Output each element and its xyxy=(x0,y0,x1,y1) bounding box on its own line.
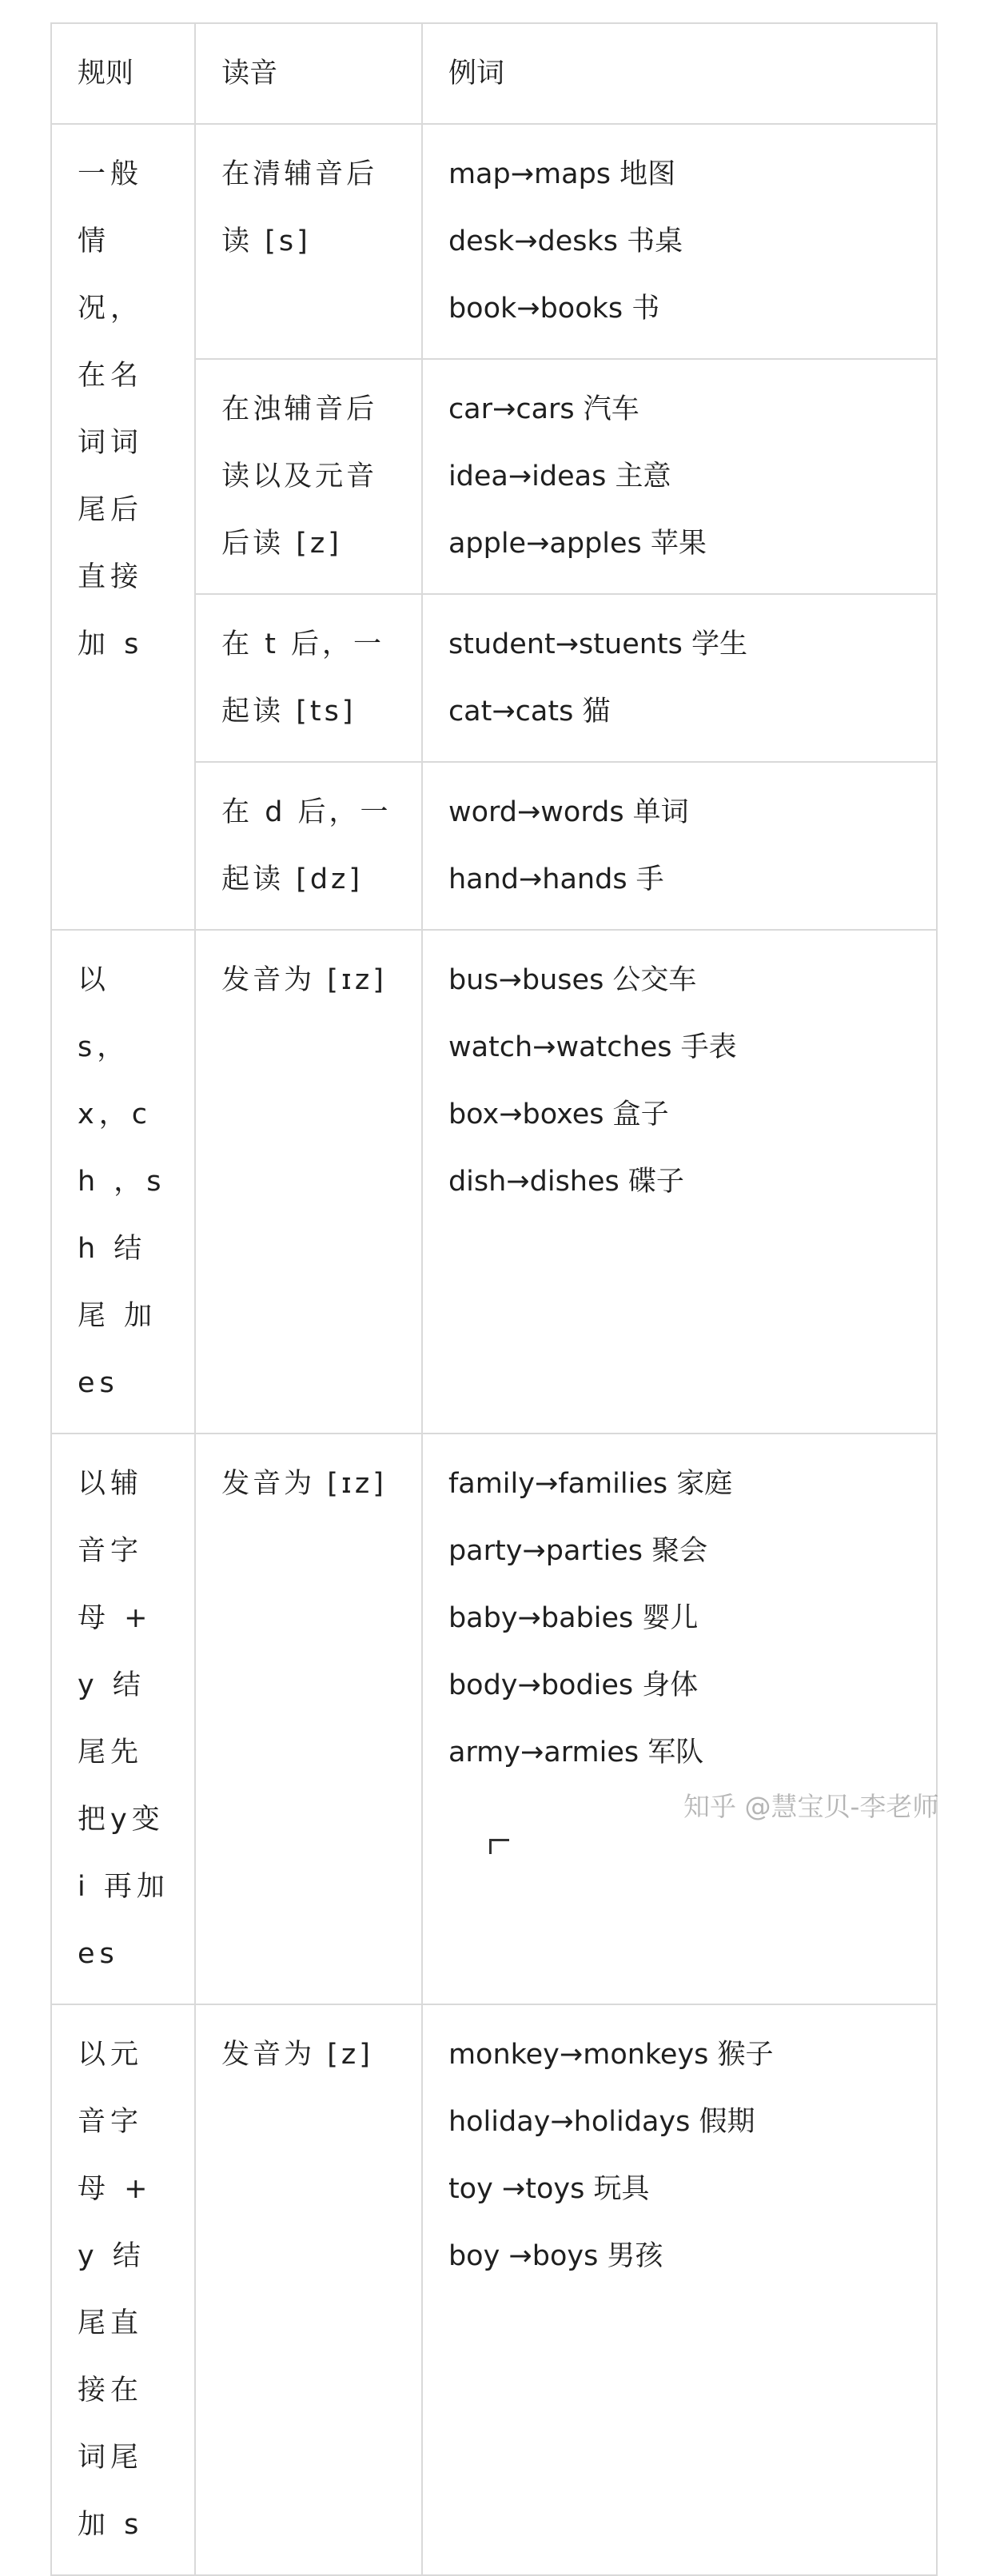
example-line: desk→desks 书桌 xyxy=(448,225,683,257)
header-examples: 例词 xyxy=(422,23,937,124)
rule-text: 以 s，x，ch ，sh 结尾 加 es xyxy=(78,964,166,1399)
sound-text: 在浊辅音后读以及元音后读 [z] xyxy=(221,393,378,560)
rule-text: 一般情况，在名词词尾后直接加 s xyxy=(78,158,144,660)
rule-text: 以辅音字母 + y 结尾先把y变 i 再加es xyxy=(78,1468,169,1970)
example-line: holiday→holidays 假期 xyxy=(448,2106,755,2138)
rule-cell xyxy=(51,124,195,930)
examples-cell xyxy=(422,2004,937,2575)
sound-cell xyxy=(195,124,422,359)
sound-text: 在 d 后，一起读 [dz] xyxy=(221,796,392,895)
example-line: party→parties 聚会 xyxy=(448,1535,708,1567)
header-sound: 读音 xyxy=(195,23,422,124)
examples-cell xyxy=(422,930,937,1434)
example-line: box→boxes 盒子 xyxy=(448,1099,669,1130)
example-line: toy →toys 玩具 xyxy=(448,2173,650,2205)
rule-cell xyxy=(51,1434,195,2004)
example-line: bus→buses 公交车 xyxy=(448,964,697,996)
examples-cell xyxy=(422,762,937,930)
rule-cell xyxy=(51,2004,195,2575)
header-rule: 规则 xyxy=(51,23,195,124)
rule-cell xyxy=(51,930,195,1434)
example-line: watch→watches 手表 xyxy=(448,1031,737,1063)
sound-text: 发音为 [ɪz] xyxy=(221,1468,387,1500)
sound-cell xyxy=(195,1434,422,2004)
sound-text: 发音为 [ɪz] xyxy=(221,964,387,996)
sound-text: 在 t 后，一起读 [ts] xyxy=(221,628,385,728)
table-row xyxy=(51,124,937,359)
example-line: boy →boys 男孩 xyxy=(448,2240,663,2272)
watermark: 知乎 @慧宝贝-李老师 xyxy=(683,1791,939,1822)
examples-cell xyxy=(422,1434,937,2004)
example-line: cat→cats 猫 xyxy=(448,696,611,728)
example-line: map→maps 地图 xyxy=(448,158,676,190)
sound-cell xyxy=(195,359,422,594)
bracket-mark xyxy=(489,1839,509,1854)
examples-cell xyxy=(422,124,937,359)
table-header-row xyxy=(51,23,937,124)
sound-text: 在清辅音后读 [s] xyxy=(221,158,378,257)
example-line: book→books 书 xyxy=(448,293,660,325)
examples-cell xyxy=(422,594,937,762)
example-line: body→bodies 身体 xyxy=(448,1669,699,1701)
sound-text: 发音为 [z] xyxy=(221,2039,373,2071)
example-line: word→words 单词 xyxy=(448,796,689,828)
example-line: army→armies 军队 xyxy=(448,1737,704,1769)
table-row xyxy=(51,930,937,1434)
plural-rules-table xyxy=(50,22,938,2576)
table-row xyxy=(51,1434,937,2004)
example-line: student→stuents 学生 xyxy=(448,628,748,660)
example-line: baby→babies 婴儿 xyxy=(448,1602,699,1634)
sound-cell xyxy=(195,2004,422,2575)
sound-cell xyxy=(195,762,422,930)
sound-cell xyxy=(195,594,422,762)
table-row xyxy=(51,2004,937,2575)
example-line: car→cars 汽车 xyxy=(448,393,639,425)
example-line: family→families 家庭 xyxy=(448,1468,733,1500)
example-line: idea→ideas 主意 xyxy=(448,461,671,492)
examples-cell xyxy=(422,359,937,594)
example-line: apple→apples 苹果 xyxy=(448,528,707,560)
rule-text: 以元音字母 + y 结尾直接在词尾加 s xyxy=(78,2039,153,2541)
example-line: dish→dishes 碟子 xyxy=(448,1166,684,1198)
example-line: monkey→monkeys 猴子 xyxy=(448,2039,774,2071)
example-line: hand→hands 手 xyxy=(448,863,664,895)
sound-cell xyxy=(195,930,422,1434)
